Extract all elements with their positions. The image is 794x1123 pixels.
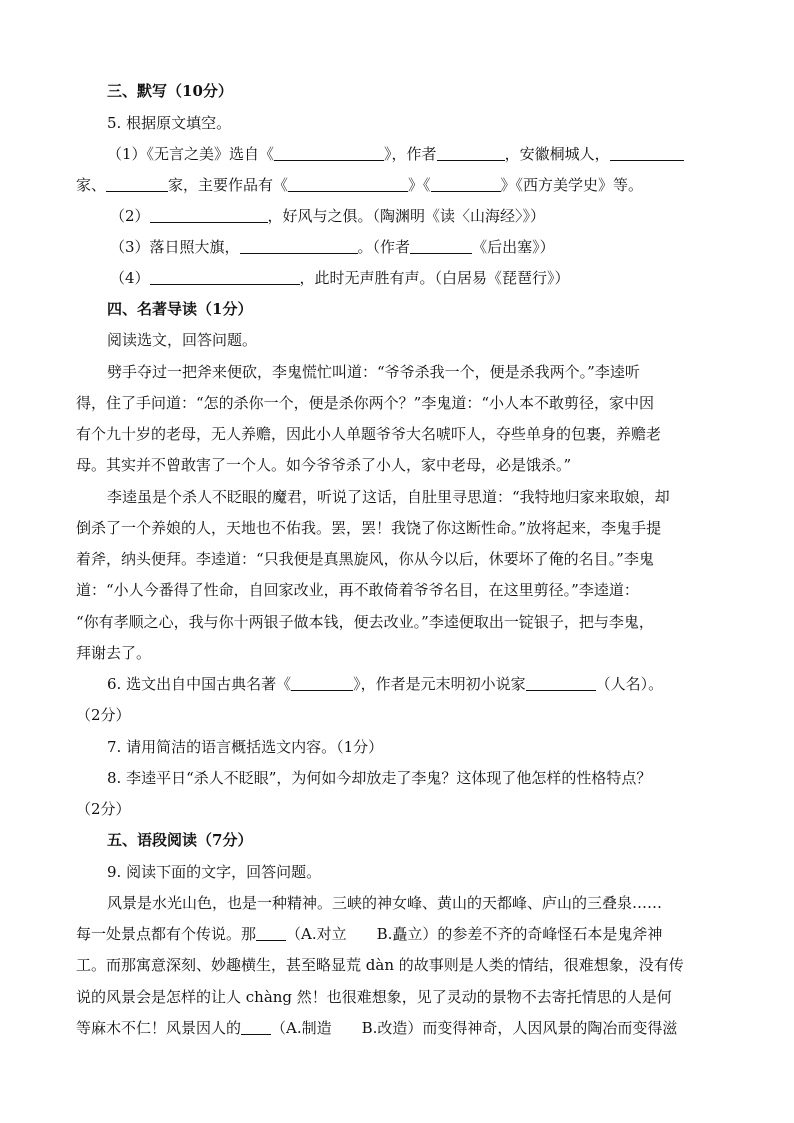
text: 》《 bbox=[408, 176, 431, 194]
answer-blank[interactable] bbox=[274, 144, 384, 161]
fill-line-1 bbox=[107, 144, 794, 164]
text: 》，作者是元末明初小说家 bbox=[353, 675, 526, 693]
passage-line: 说的风景会是怎样的让人 chàng 然！也很难想象，见了灵动的景物不去寄托情思的人是何 bbox=[76, 988, 672, 1006]
passage-line bbox=[76, 1018, 794, 1038]
passage-line: 道：“小人今番得了性命，自回家改业，再不敢倚着爷爷名目，在这里剪径。”李逵道： bbox=[76, 581, 639, 599]
passage-line: “你有孝顺之心，我与你十两银子做本钱，便去改业。”李逵便取出一锭银子，把与李鬼， bbox=[76, 613, 654, 631]
passage-line: 劈手夺过一把斧来便砍，李鬼慌忙叫道：“爷爷杀我一个，便是杀我两个。”李逵听 bbox=[107, 363, 640, 381]
passage-line: 李逵虽是个杀人不眨眼的魔君，听说了这话，自肚里寻思道：“我特地归家来取娘，却 bbox=[107, 488, 670, 506]
text: 家、 bbox=[76, 176, 107, 194]
answer-blank[interactable] bbox=[150, 206, 268, 223]
question-8: 8. 李逵平日“杀人不眨眼”，为何如今却放走了李鬼？这体现了他怎样的性格特点？ bbox=[107, 769, 652, 787]
passage-line bbox=[76, 924, 794, 944]
answer-blank[interactable] bbox=[288, 175, 408, 192]
text: 》，作者 bbox=[384, 145, 437, 163]
text: 家，主要作品有《 bbox=[168, 176, 289, 194]
answer-blank[interactable] bbox=[610, 144, 684, 161]
text: （3）落日照大旗， bbox=[110, 238, 240, 256]
instruction: 阅读选文，回答问题。 bbox=[107, 331, 258, 349]
text: ，好风与之俱。（陶渊明《读〈山海经〉》） bbox=[267, 207, 546, 225]
text: （人名）。 bbox=[595, 675, 664, 693]
text: ，安徽桐城人， bbox=[504, 145, 610, 163]
passage-line: 有个九十岁的老母，无人养赡，因此小人单题爷爷大名唬吓人，夺些单身的包裹，养赡老 bbox=[76, 425, 662, 443]
text: 等麻木不仁！风景因人的 bbox=[76, 1019, 242, 1037]
question-score: （2分） bbox=[76, 800, 131, 818]
fill-line-4 bbox=[110, 237, 794, 257]
answer-blank[interactable] bbox=[240, 237, 358, 254]
text: 每一处景点都有个传说。那 bbox=[76, 925, 257, 943]
answer-blank[interactable] bbox=[241, 1018, 271, 1035]
text: （2） bbox=[110, 207, 150, 225]
fill-line-3 bbox=[110, 206, 794, 226]
answer-blank[interactable] bbox=[410, 237, 472, 254]
section-heading: 五、语段阅读（7分） bbox=[107, 831, 253, 849]
question-stem: 5. 根据原文填空。 bbox=[107, 114, 232, 132]
answer-blank[interactable] bbox=[526, 674, 596, 691]
text: 6. 选文出自中国古典名著《 bbox=[107, 675, 292, 693]
question-7: 7. 请用简洁的语言概括选文内容。（1分） bbox=[107, 738, 384, 756]
text: ，此时无声胜有声。（白居易《琵琶行》） bbox=[299, 269, 570, 287]
passage-line: 得，住了手问道：“怎的杀你一个，便是杀你两个？”李鬼道：“小人本不敢剪径，家中因 bbox=[76, 394, 655, 412]
text: （A.制造 B.改造）而变得神奇，人因风景的陶冶而变得滋 bbox=[271, 1019, 678, 1037]
passage-line: 拜谢去了。 bbox=[76, 644, 152, 662]
text: （4） bbox=[110, 269, 150, 287]
section-heading: 三、默写（10分） bbox=[107, 82, 233, 100]
section-heading: 四、名著导读（1分） bbox=[107, 300, 253, 318]
answer-blank[interactable] bbox=[106, 175, 168, 192]
answer-blank[interactable] bbox=[291, 674, 353, 691]
text: （1）《无言之美》选自《 bbox=[107, 145, 275, 163]
text: 《后出塞》） bbox=[472, 238, 555, 256]
answer-blank[interactable] bbox=[256, 924, 286, 941]
fill-line-2 bbox=[76, 175, 794, 195]
text: （A.对立 B.矗立）的参差不齐的奇峰怪石本是鬼斧神 bbox=[286, 925, 663, 943]
answer-blank[interactable] bbox=[431, 175, 501, 192]
text: 》《西方美学史》等。 bbox=[500, 176, 644, 194]
passage-line: 倒杀了一个养娘的人，天地也不佑我。罢，罢！我饶了你这断性命。”放将起来，李鬼手提 bbox=[76, 519, 662, 537]
question-9: 9. 阅读下面的文字，回答问题。 bbox=[107, 863, 322, 881]
passage-line: 着斧，纳头便拜。李逵道：“只我便是真黑旋风，你从今以后，休要坏了俺的名目。”李鬼 bbox=[76, 550, 654, 568]
passage-line: 母。其实并不曾敢害了一个人。如今爷爷杀了小人，家中老母，必是饿杀。” bbox=[76, 456, 572, 474]
fill-line-5 bbox=[110, 268, 794, 288]
question-6 bbox=[107, 674, 794, 694]
text: 。（作者 bbox=[357, 238, 411, 256]
passage-line: 风景是水光山色，也是一种精神。三峡的神女峰、黄山的天都峰、庐山的三叠泉…… bbox=[107, 894, 663, 912]
answer-blank[interactable] bbox=[437, 144, 505, 161]
passage-line: 工。而那寓意深刻、妙趣横生，甚至略显荒 dàn 的故事则是人类的情结，很难想象，没有传 bbox=[76, 956, 684, 974]
question-score: （2分） bbox=[76, 706, 131, 724]
answer-blank[interactable] bbox=[150, 268, 300, 285]
